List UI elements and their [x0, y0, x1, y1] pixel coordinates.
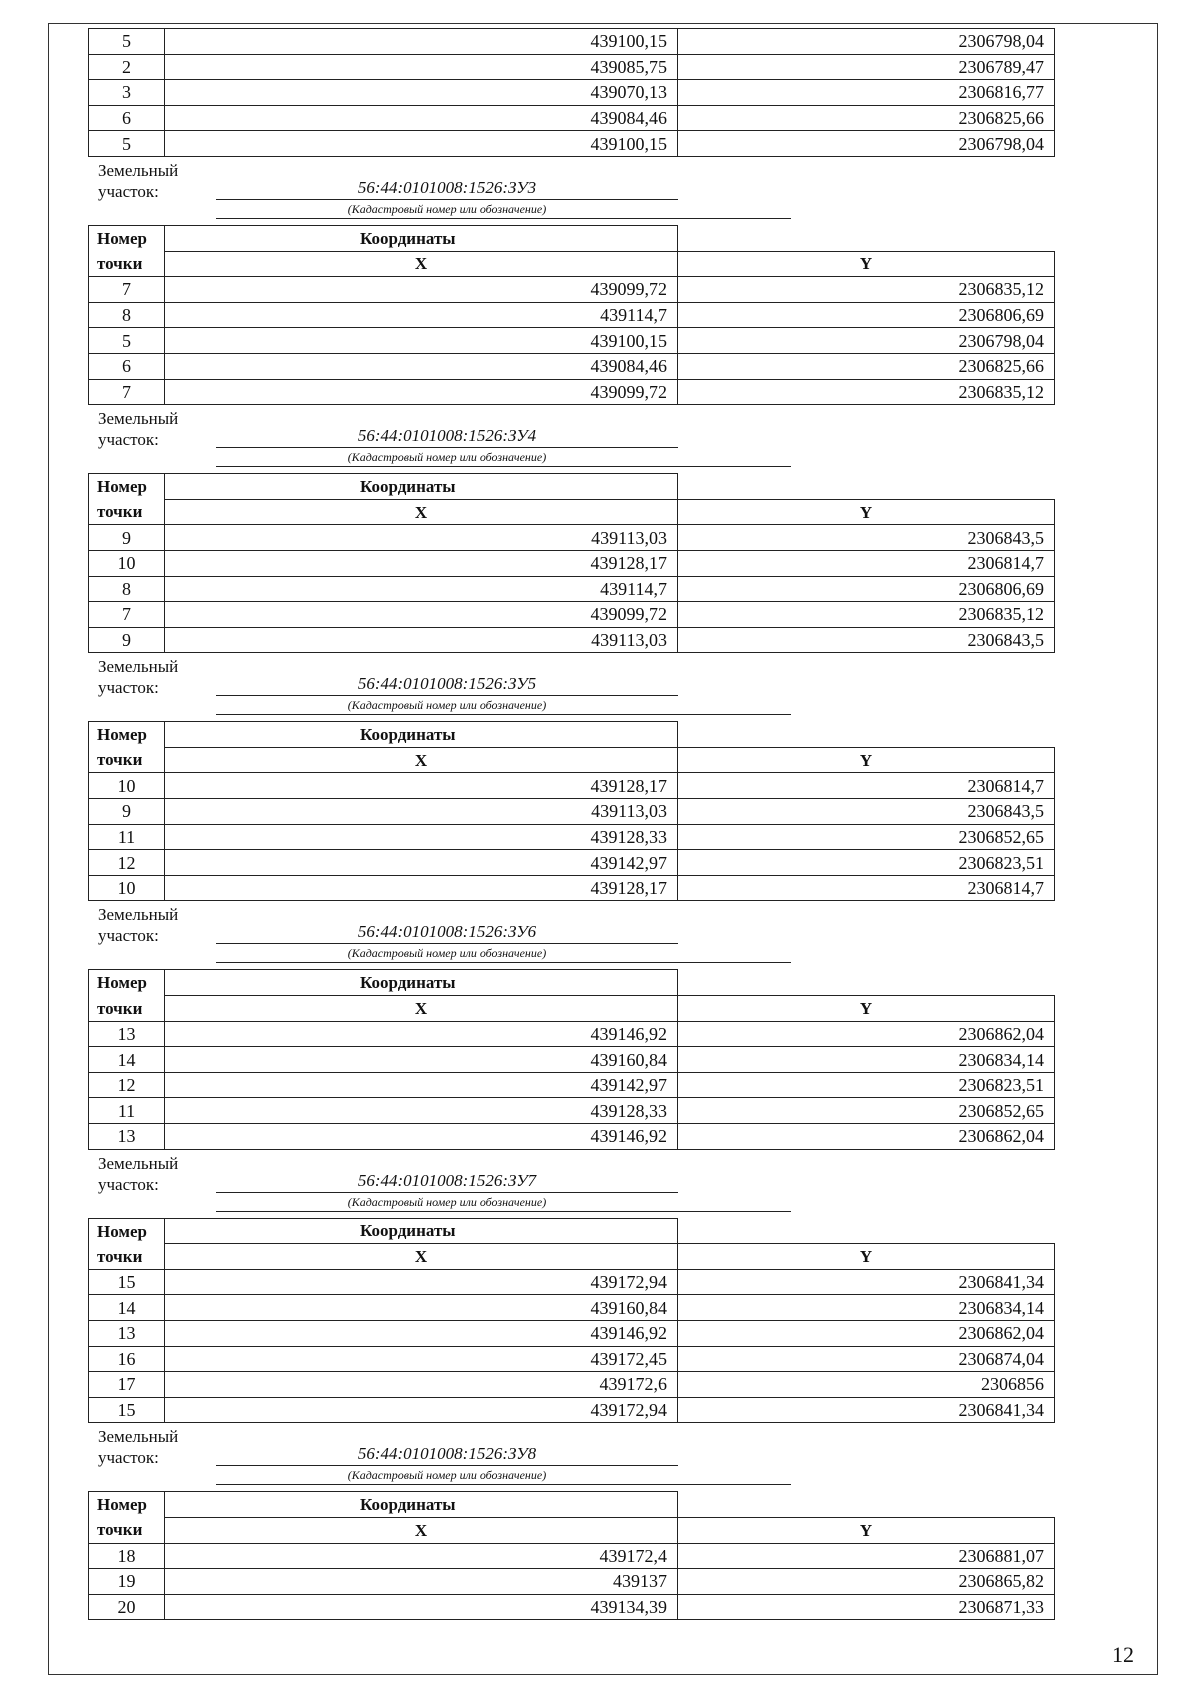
- point-number-cell: 8: [89, 576, 165, 602]
- cadastral-caption: (Кадастровый номер или обозначение): [347, 1194, 547, 1209]
- header-coordinates: Координаты: [165, 1492, 678, 1518]
- table-row: [89, 105, 1055, 131]
- header-point-number: Номер: [89, 474, 165, 500]
- document-body: [88, 28, 1054, 1620]
- point-number-cell: 7: [89, 602, 165, 628]
- table-row: [89, 353, 1055, 379]
- x-coordinate-cell: 439172,45: [165, 1346, 678, 1372]
- x-coordinate-cell: 439172,4: [165, 1543, 678, 1569]
- header-x: X: [165, 747, 678, 773]
- coordinates-table: [88, 969, 1055, 1149]
- cadastral-number: 56:44:0101008:1526:ЗУ5: [216, 674, 678, 696]
- point-number-cell: 3: [89, 80, 165, 106]
- table-header-row: [89, 251, 1055, 277]
- point-number-cell: 9: [89, 799, 165, 825]
- x-coordinate-cell: 439146,92: [165, 1320, 678, 1346]
- x-coordinate-cell: 439100,15: [165, 328, 678, 354]
- header-point-number-2: точки: [89, 1517, 165, 1543]
- point-number-cell: 5: [89, 131, 165, 157]
- parcel-label: Земельный участок:: [98, 409, 179, 450]
- point-number-cell: 15: [89, 1397, 165, 1423]
- header-point-number: Номер: [89, 970, 165, 996]
- table-header-row: [89, 970, 1055, 996]
- header-y: Y: [678, 1244, 1055, 1270]
- header-point-number: Номер: [89, 1218, 165, 1244]
- cadastral-caption: (Кадастровый номер или обозначение): [347, 201, 547, 216]
- table-header-row: [89, 747, 1055, 773]
- table-header-row: [89, 499, 1055, 525]
- point-number-cell: 10: [89, 773, 165, 799]
- table-row: [89, 1543, 1055, 1569]
- y-coordinate-cell: 2306789,47: [678, 54, 1055, 80]
- point-number-cell: 9: [89, 627, 165, 653]
- x-coordinate-cell: 439113,03: [165, 627, 678, 653]
- underline-divider: [216, 962, 791, 963]
- point-number-cell: 19: [89, 1569, 165, 1595]
- header-coordinates: Координаты: [165, 722, 678, 748]
- header-y: Y: [678, 747, 1055, 773]
- header-x: X: [165, 499, 678, 525]
- y-coordinate-cell: 2306874,04: [678, 1346, 1055, 1372]
- x-coordinate-cell: 439172,6: [165, 1372, 678, 1398]
- table-row: [89, 1269, 1055, 1295]
- parcel-heading: [88, 1150, 1054, 1218]
- header-point-number-2: точки: [89, 1244, 165, 1270]
- table-row: [89, 1320, 1055, 1346]
- y-coordinate-cell: 2306852,65: [678, 1098, 1055, 1124]
- x-coordinate-cell: 439172,94: [165, 1397, 678, 1423]
- y-coordinate-cell: 2306871,33: [678, 1594, 1055, 1620]
- y-coordinate-cell: 2306841,34: [678, 1397, 1055, 1423]
- y-coordinate-cell: 2306816,77: [678, 80, 1055, 106]
- x-coordinate-cell: 439114,7: [165, 576, 678, 602]
- parcel-heading: [88, 157, 1054, 225]
- table-header-row: [89, 474, 1055, 500]
- point-number-cell: 12: [89, 850, 165, 876]
- header-point-number: Номер: [89, 225, 165, 251]
- page-number: 12: [1112, 1642, 1134, 1667]
- cadastral-caption: (Кадастровый номер или обозначение): [347, 1468, 547, 1483]
- cadastral-caption: (Кадастровый номер или обозначение): [347, 698, 547, 713]
- underline-divider: [216, 218, 791, 219]
- parcel-sections: [88, 157, 1054, 1620]
- x-coordinate-cell: 439128,33: [165, 824, 678, 850]
- header-point-number-2: точки: [89, 499, 165, 525]
- y-coordinate-cell: 2306798,04: [678, 131, 1055, 157]
- table-row: [89, 1594, 1055, 1620]
- parcel-label: Земельный участок:: [98, 1427, 179, 1468]
- table-row: [89, 1021, 1055, 1047]
- point-number-cell: 13: [89, 1021, 165, 1047]
- underline-divider: [216, 1484, 791, 1485]
- header-point-number-2: точки: [89, 251, 165, 277]
- y-coordinate-cell: 2306852,65: [678, 824, 1055, 850]
- table-header-row: [89, 996, 1055, 1022]
- underline-divider: [216, 466, 791, 467]
- x-coordinate-cell: 439172,94: [165, 1269, 678, 1295]
- x-coordinate-cell: 439146,92: [165, 1021, 678, 1047]
- x-coordinate-cell: 439160,84: [165, 1295, 678, 1321]
- y-coordinate-cell: 2306798,04: [678, 328, 1055, 354]
- table-row: [89, 1047, 1055, 1073]
- cadastral-number: 56:44:0101008:1526:ЗУ7: [216, 1171, 678, 1193]
- table-row: [89, 1098, 1055, 1124]
- table-row: [89, 277, 1055, 303]
- y-coordinate-cell: 2306834,14: [678, 1295, 1055, 1321]
- point-number-cell: 14: [89, 1295, 165, 1321]
- underline-divider: [216, 1211, 791, 1212]
- point-number-cell: 14: [89, 1047, 165, 1073]
- parcel-heading: [88, 653, 1054, 721]
- point-number-cell: 16: [89, 1346, 165, 1372]
- table-header-row: [89, 225, 1055, 251]
- table-row: [89, 80, 1055, 106]
- y-coordinate-cell: 2306814,7: [678, 875, 1055, 901]
- coordinates-table: [88, 225, 1055, 405]
- table-row: [89, 328, 1055, 354]
- point-number-cell: 12: [89, 1072, 165, 1098]
- table-row: [89, 379, 1055, 405]
- header-y: Y: [678, 996, 1055, 1022]
- table-row: [89, 1072, 1055, 1098]
- coordinates-table-continued: [88, 28, 1055, 157]
- table-row: [89, 1295, 1055, 1321]
- header-y: Y: [678, 1517, 1055, 1543]
- point-number-cell: 17: [89, 1372, 165, 1398]
- parcel-label: Земельный участок:: [98, 657, 179, 698]
- y-coordinate-cell: 2306825,66: [678, 105, 1055, 131]
- point-number-cell: 18: [89, 1543, 165, 1569]
- x-coordinate-cell: 439100,15: [165, 29, 678, 55]
- x-coordinate-cell: 439084,46: [165, 353, 678, 379]
- y-coordinate-cell: 2306835,12: [678, 602, 1055, 628]
- table-row: [89, 302, 1055, 328]
- header-coordinates: Координаты: [165, 225, 678, 251]
- y-coordinate-cell: 2306862,04: [678, 1320, 1055, 1346]
- header-coordinates: Координаты: [165, 970, 678, 996]
- table-row: [89, 773, 1055, 799]
- point-number-cell: 6: [89, 105, 165, 131]
- header-coordinates: Координаты: [165, 474, 678, 500]
- cadastral-caption: (Кадастровый номер или обозначение): [347, 450, 547, 465]
- table-row: [89, 1124, 1055, 1150]
- table-row: [89, 799, 1055, 825]
- point-number-cell: 10: [89, 875, 165, 901]
- x-coordinate-cell: 439137: [165, 1569, 678, 1595]
- point-number-cell: 11: [89, 1098, 165, 1124]
- y-coordinate-cell: 2306856: [678, 1372, 1055, 1398]
- x-coordinate-cell: 439134,39: [165, 1594, 678, 1620]
- table-row: [89, 602, 1055, 628]
- x-coordinate-cell: 439084,46: [165, 105, 678, 131]
- y-coordinate-cell: 2306841,34: [678, 1269, 1055, 1295]
- y-coordinate-cell: 2306814,7: [678, 550, 1055, 576]
- y-coordinate-cell: 2306823,51: [678, 850, 1055, 876]
- point-number-cell: 6: [89, 353, 165, 379]
- point-number-cell: 15: [89, 1269, 165, 1295]
- point-number-cell: 20: [89, 1594, 165, 1620]
- y-coordinate-cell: 2306835,12: [678, 379, 1055, 405]
- coordinates-table: [88, 721, 1055, 901]
- x-coordinate-cell: 439099,72: [165, 379, 678, 405]
- x-coordinate-cell: 439114,7: [165, 302, 678, 328]
- x-coordinate-cell: 439128,33: [165, 1098, 678, 1124]
- table-row: [89, 525, 1055, 551]
- point-number-cell: 13: [89, 1320, 165, 1346]
- table-header-row: [89, 1244, 1055, 1270]
- table-header-row: [89, 1218, 1055, 1244]
- y-coordinate-cell: 2306806,69: [678, 302, 1055, 328]
- x-coordinate-cell: 439070,13: [165, 80, 678, 106]
- x-coordinate-cell: 439128,17: [165, 773, 678, 799]
- y-coordinate-cell: 2306843,5: [678, 525, 1055, 551]
- parcel-heading: [88, 405, 1054, 473]
- x-coordinate-cell: 439085,75: [165, 54, 678, 80]
- point-number-cell: 2: [89, 54, 165, 80]
- header-point-number-2: точки: [89, 747, 165, 773]
- cadastral-caption: (Кадастровый номер или обозначение): [347, 946, 547, 961]
- point-number-cell: 10: [89, 550, 165, 576]
- table-row: [89, 1372, 1055, 1398]
- y-coordinate-cell: 2306865,82: [678, 1569, 1055, 1595]
- table-header-row: [89, 1492, 1055, 1518]
- y-coordinate-cell: 2306806,69: [678, 576, 1055, 602]
- x-coordinate-cell: 439113,03: [165, 799, 678, 825]
- x-coordinate-cell: 439128,17: [165, 875, 678, 901]
- header-x: X: [165, 251, 678, 277]
- x-coordinate-cell: 439100,15: [165, 131, 678, 157]
- table-row: [89, 824, 1055, 850]
- cadastral-number: 56:44:0101008:1526:ЗУ3: [216, 178, 678, 200]
- y-coordinate-cell: 2306834,14: [678, 1047, 1055, 1073]
- point-number-cell: 9: [89, 525, 165, 551]
- point-number-cell: 7: [89, 379, 165, 405]
- table-row: [89, 1569, 1055, 1595]
- table-row: [89, 550, 1055, 576]
- x-coordinate-cell: 439142,97: [165, 1072, 678, 1098]
- underline-divider: [216, 714, 791, 715]
- x-coordinate-cell: 439099,72: [165, 277, 678, 303]
- x-coordinate-cell: 439113,03: [165, 525, 678, 551]
- coordinates-table: [88, 1491, 1055, 1620]
- header-point-number: Номер: [89, 722, 165, 748]
- x-coordinate-cell: 439160,84: [165, 1047, 678, 1073]
- header-y: Y: [678, 251, 1055, 277]
- y-coordinate-cell: 2306843,5: [678, 799, 1055, 825]
- table-row: [89, 54, 1055, 80]
- point-number-cell: 8: [89, 302, 165, 328]
- table-row: [89, 627, 1055, 653]
- x-coordinate-cell: 439099,72: [165, 602, 678, 628]
- point-number-cell: 13: [89, 1124, 165, 1150]
- parcel-label: Земельный участок:: [98, 1153, 179, 1194]
- y-coordinate-cell: 2306825,66: [678, 353, 1055, 379]
- header-coordinates: Координаты: [165, 1218, 678, 1244]
- table-row: [89, 1397, 1055, 1423]
- x-coordinate-cell: 439142,97: [165, 850, 678, 876]
- table-row: [89, 875, 1055, 901]
- cadastral-number: 56:44:0101008:1526:ЗУ4: [216, 426, 678, 448]
- y-coordinate-cell: 2306835,12: [678, 277, 1055, 303]
- table-row: [89, 576, 1055, 602]
- point-number-cell: 11: [89, 824, 165, 850]
- x-coordinate-cell: 439128,17: [165, 550, 678, 576]
- cadastral-number: 56:44:0101008:1526:ЗУ8: [216, 1444, 678, 1466]
- table-row: [89, 1346, 1055, 1372]
- y-coordinate-cell: 2306881,07: [678, 1543, 1055, 1569]
- header-x: X: [165, 1244, 678, 1270]
- parcel-heading: [88, 1423, 1054, 1491]
- coordinates-table: [88, 1218, 1055, 1424]
- point-number-cell: 5: [89, 29, 165, 55]
- y-coordinate-cell: 2306814,7: [678, 773, 1055, 799]
- header-y: Y: [678, 499, 1055, 525]
- y-coordinate-cell: 2306798,04: [678, 29, 1055, 55]
- table-header-row: [89, 1517, 1055, 1543]
- header-point-number-2: точки: [89, 996, 165, 1022]
- header-x: X: [165, 1517, 678, 1543]
- y-coordinate-cell: 2306823,51: [678, 1072, 1055, 1098]
- point-number-cell: 5: [89, 328, 165, 354]
- y-coordinate-cell: 2306862,04: [678, 1021, 1055, 1047]
- table-row: [89, 29, 1055, 55]
- header-x: X: [165, 996, 678, 1022]
- parcel-heading: [88, 901, 1054, 969]
- y-coordinate-cell: 2306862,04: [678, 1124, 1055, 1150]
- x-coordinate-cell: 439146,92: [165, 1124, 678, 1150]
- point-number-cell: 7: [89, 277, 165, 303]
- table-row: [89, 131, 1055, 157]
- table-header-row: [89, 722, 1055, 748]
- parcel-label: Земельный участок:: [98, 160, 179, 201]
- cadastral-number: 56:44:0101008:1526:ЗУ6: [216, 922, 678, 944]
- parcel-label: Земельный участок:: [98, 905, 179, 946]
- table-row: [89, 850, 1055, 876]
- coordinates-table: [88, 473, 1055, 653]
- header-point-number: Номер: [89, 1492, 165, 1518]
- y-coordinate-cell: 2306843,5: [678, 627, 1055, 653]
